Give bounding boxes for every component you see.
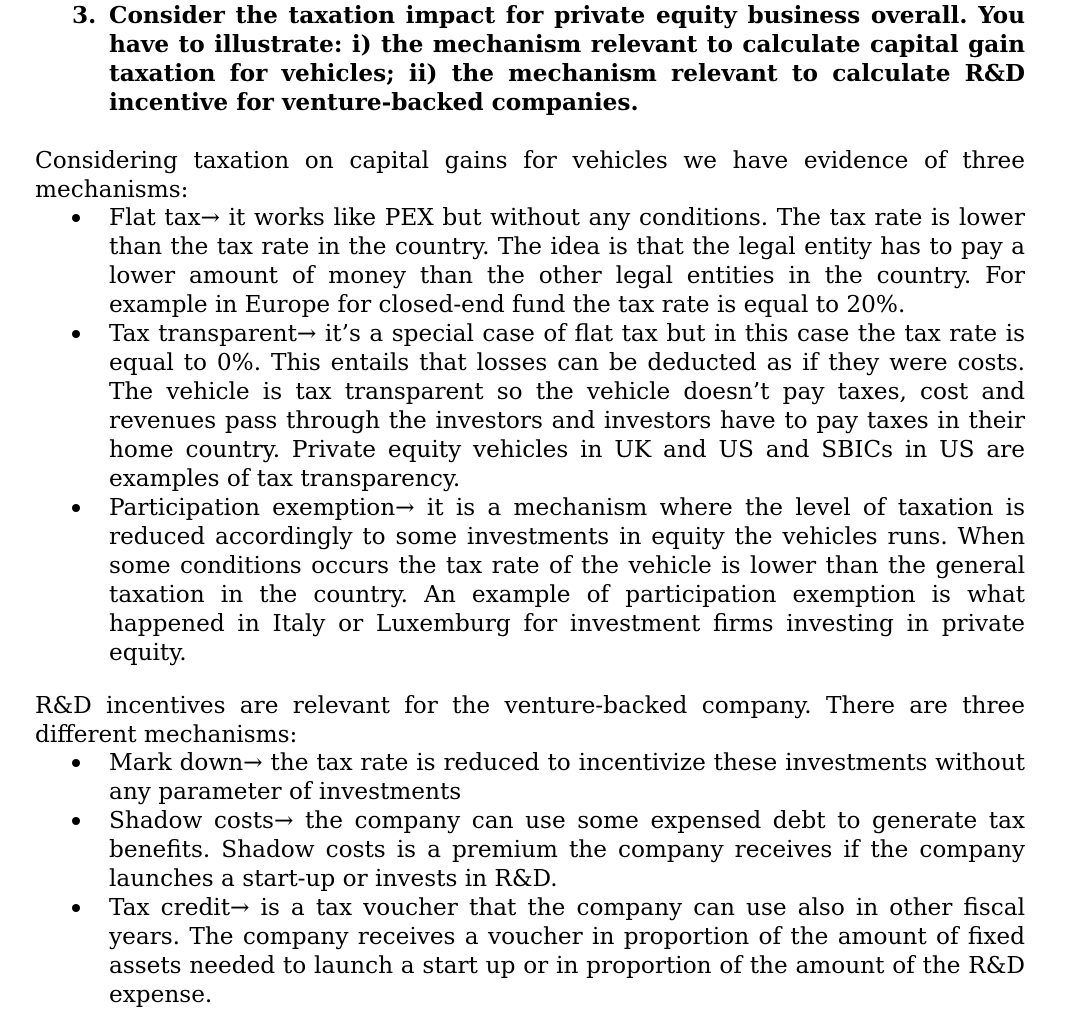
- bullet-icon: [0, 493, 109, 667]
- list-item: [0, 203, 1025, 319]
- bullet-icon: [0, 319, 109, 493]
- question-text: Consider the taxation impact for private equity business overall. You have to illustrate: i) the mechanism relevant to calculate capital gain taxation for vehicles; ii) the mechanism relevant to calculate R&D incentive for venture-backed companies.: [109, 2, 1025, 116]
- bullet-icon: [0, 893, 109, 1009]
- list-item-text: Flat tax→ it works like PEX but without any conditions. The tax rate is lower than the tax rate in the country. The idea is that the legal entity has to pay a lower amount of money than the other legal entities in the country. For example in Europe for closed-end fund the tax rate is equal to 20%.: [109, 204, 1025, 318]
- list-item: [0, 806, 1025, 893]
- list-item-text: Shadow costs→ the company can use some expensed debt to generate tax benefits. Shadow costs is a premium the company receives if the company launches a start-up or invests in R&D.: [109, 807, 1025, 892]
- list-item-text: Mark down→ the tax rate is reduced to incentivize these investments without any parameter of investments: [109, 749, 1025, 805]
- bullet-icon: [0, 806, 109, 893]
- capital-gains-intro: Considering taxation on capital gains for vehicles we have evidence of three mechanisms:: [35, 147, 1025, 203]
- list-item-text: Participation exemption→ it is a mechanism where the level of taxation is reduced accordingly to some investments in equity the vehicles runs. When some conditions occurs the tax rate of the vehicle is lower than the general taxation in the country. An example of participation exemption is what happened in Italy or Luxemburg for investment firms investing in private equity.: [109, 494, 1025, 666]
- question-heading: [72, 1, 1025, 117]
- bullet-icon: [0, 748, 109, 806]
- list-item-text: Tax transparent→ it’s a special case of flat tax but in this case the tax rate is equal to 0%. This entails that losses can be deducted as if they were costs. The vehicle is tax transparent so the vehicle doesn’t pay taxes, cost and revenues pass through the investors and investors have to pay taxes in their home country. Private equity vehicles in UK and US and SBICs in US are examples of tax transparency.: [109, 320, 1025, 492]
- list-item-text: Tax credit→ is a tax voucher that the company can use also in other fiscal years. The company receives a voucher in proportion of the amount of fixed assets needed to launch a start up or in proportion of the amount of the R&D expense.: [109, 894, 1025, 1008]
- bullet-icon: [0, 203, 109, 319]
- list-item: [0, 893, 1025, 1009]
- question-number: 3.: [72, 2, 97, 29]
- rd-incentives-intro: R&D incentives are relevant for the venture-backed company. There are three different mechanisms:: [35, 692, 1025, 748]
- list-item: [0, 748, 1025, 806]
- list-item: [0, 319, 1025, 493]
- list-item: [0, 493, 1025, 667]
- rd-incentives-list: [0, 748, 1025, 1009]
- capital-gains-list: [0, 203, 1025, 667]
